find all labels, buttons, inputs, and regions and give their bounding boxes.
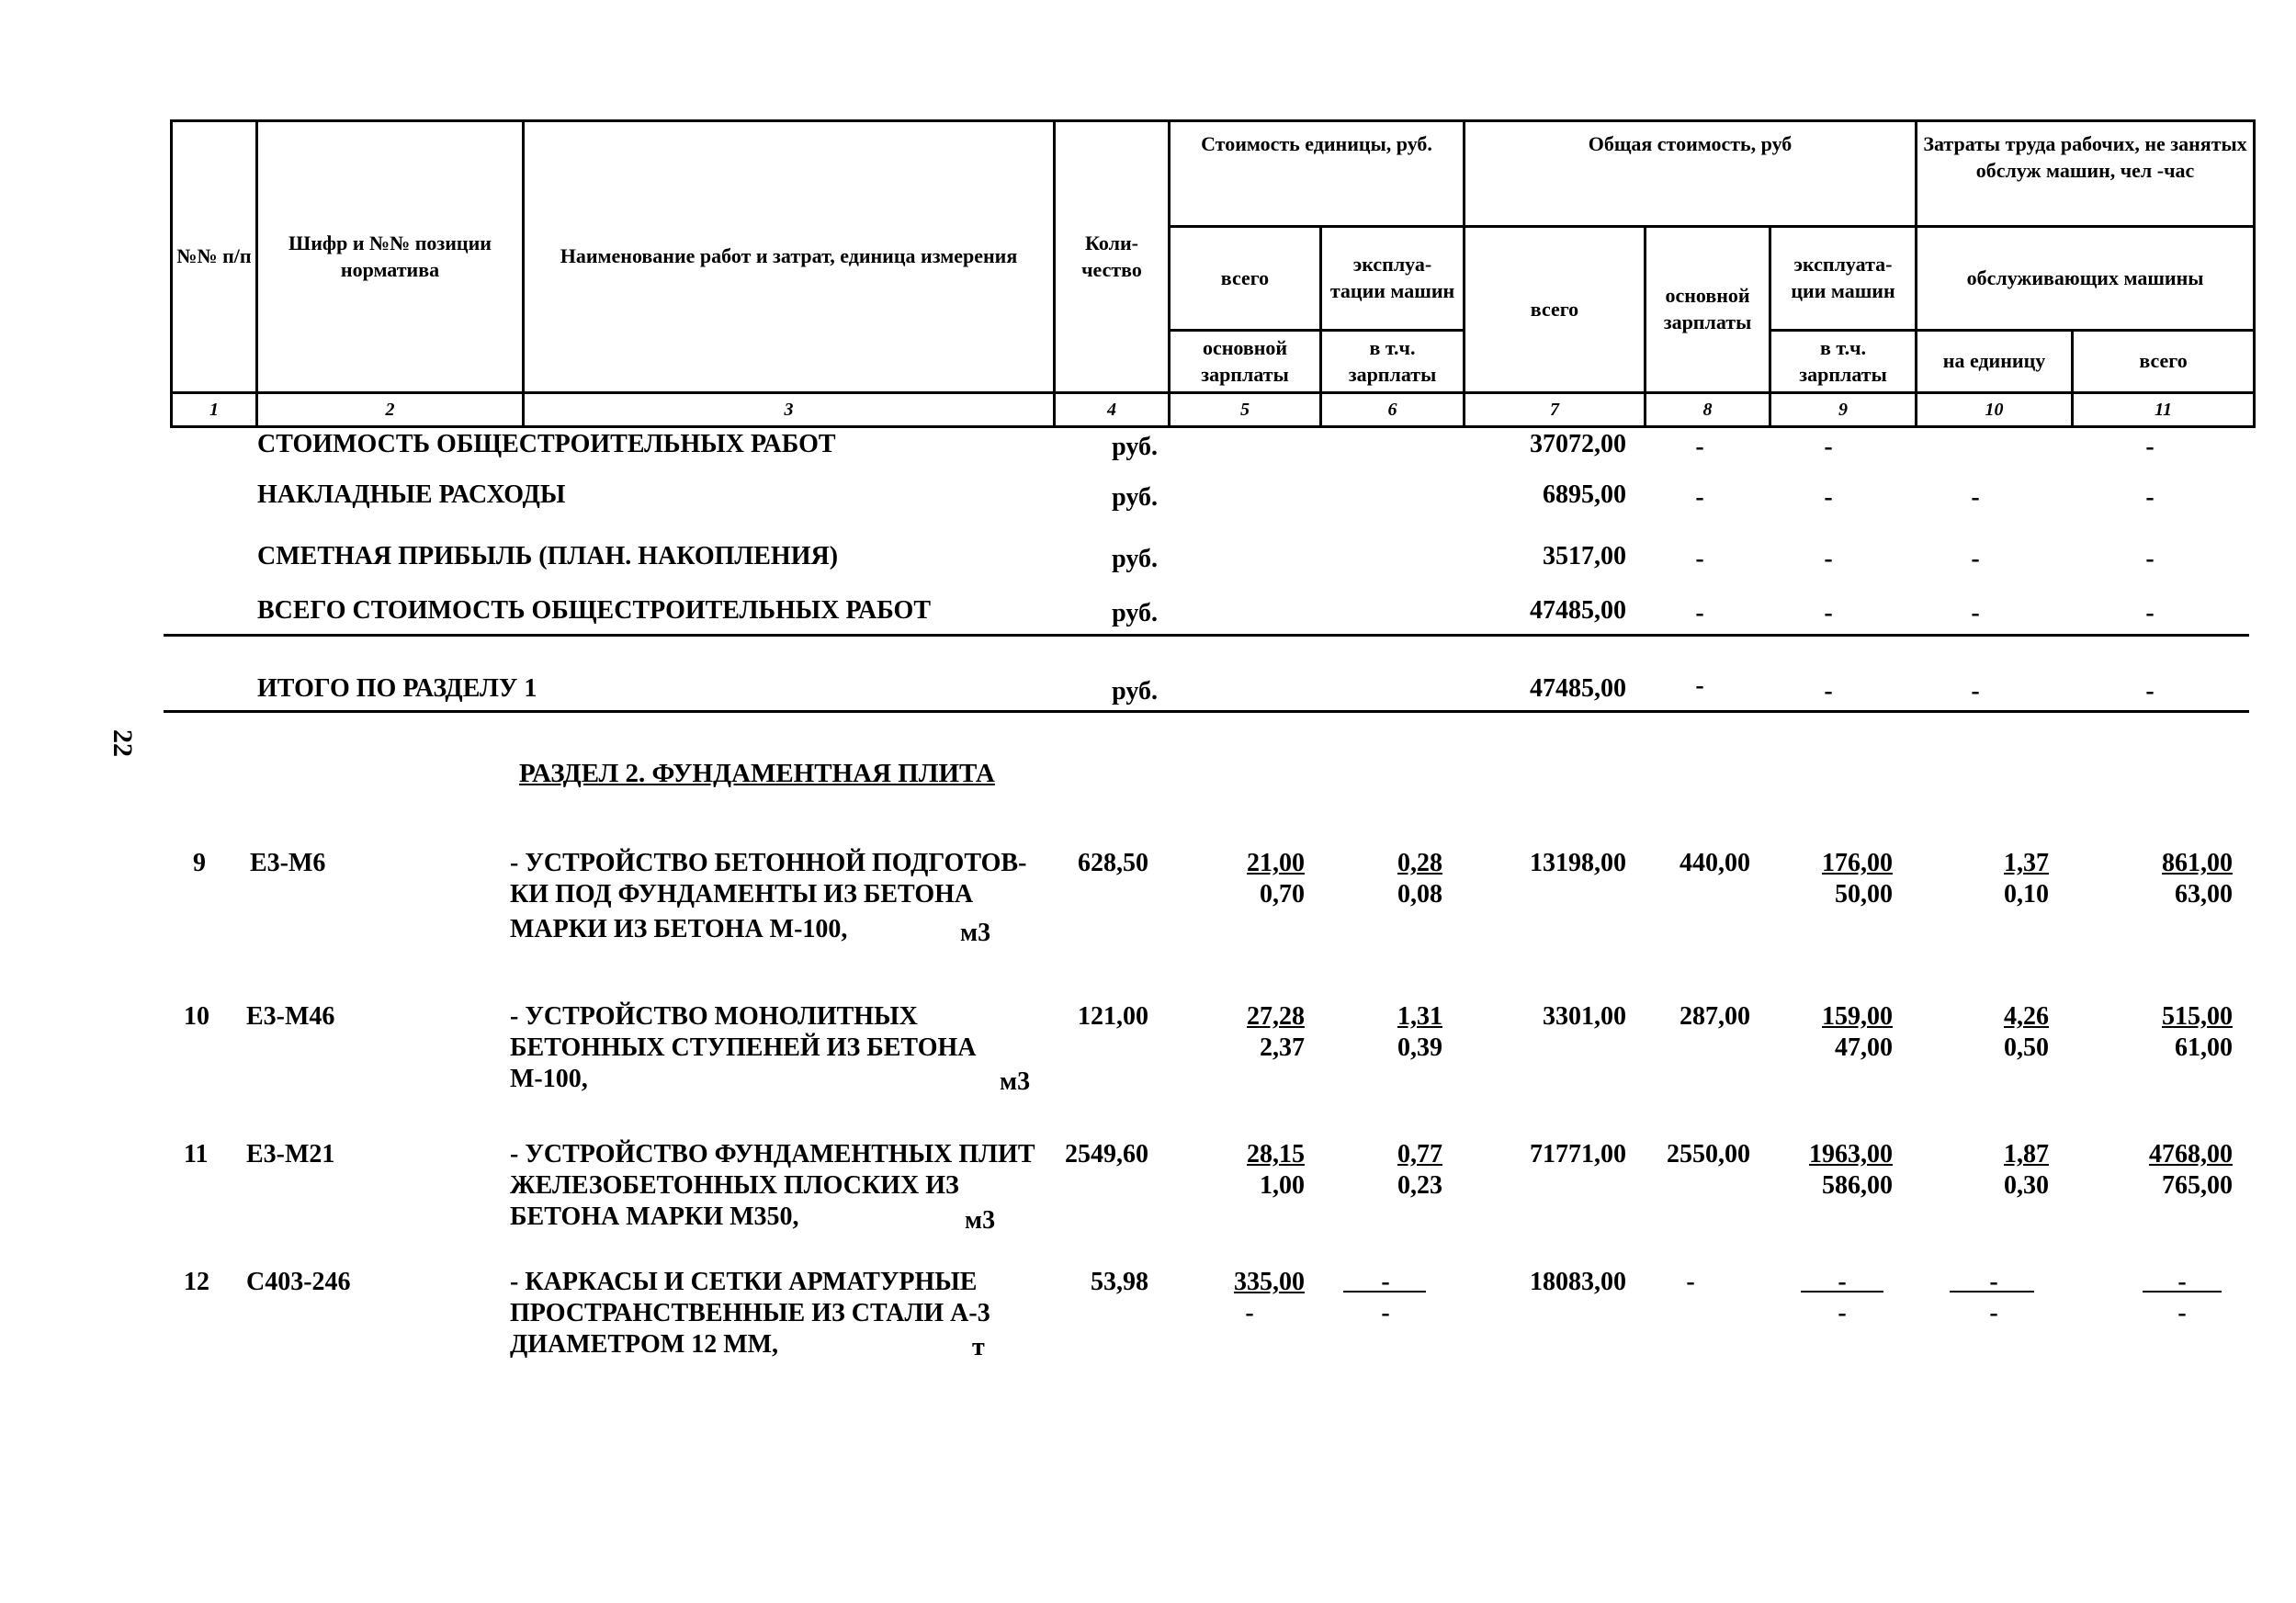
- item-c9b: -: [1838, 1299, 1847, 1327]
- item-c11b: 765,00: [2162, 1171, 2233, 1200]
- item-num: 12: [184, 1268, 209, 1296]
- summary-c10: -: [1971, 545, 1980, 573]
- col-number: 8: [1646, 393, 1770, 427]
- col-number: 9: [1770, 393, 1917, 427]
- summary-c10: -: [1971, 677, 1980, 706]
- item-c11a: 515,00: [2162, 1002, 2233, 1031]
- header-labor-serv: обслуживающих машины: [1917, 227, 2255, 331]
- item-name-line: МАРКИ ИЗ БЕТОНА М-100,: [510, 915, 848, 943]
- item-code: Е3-М46: [246, 1002, 335, 1031]
- header-total-all: всего: [1465, 227, 1646, 393]
- header-total-base-wage: основной зарплаты: [1646, 227, 1770, 393]
- item-code: Е3-М21: [246, 1140, 335, 1168]
- item-c11a: 4768,00: [2149, 1140, 2233, 1168]
- item-c6b: 0,23: [1397, 1171, 1442, 1200]
- item-c6a: 0,77: [1397, 1140, 1442, 1168]
- summary-c11: -: [2145, 433, 2155, 461]
- item-c10b: 0,10: [2004, 880, 2049, 909]
- col-number: 5: [1170, 393, 1321, 427]
- summary-c11: -: [2145, 545, 2155, 573]
- summary-unit: руб.: [1112, 599, 1158, 627]
- item-c11b: 61,00: [2175, 1033, 2233, 1062]
- page-number: 22: [107, 729, 138, 757]
- item-unit: м3: [1000, 1067, 1031, 1096]
- header-col-num: №№ п/п: [172, 121, 257, 393]
- item-c11b: 63,00: [2175, 880, 2233, 909]
- summary-unit: руб.: [1112, 677, 1158, 706]
- summary-c11: -: [2145, 483, 2155, 512]
- item-c5b: 1,00: [1260, 1171, 1305, 1200]
- col-number: 11: [2073, 393, 2255, 427]
- header-unit-cost: Стоимость единицы, руб.: [1170, 121, 1465, 227]
- item-c6b: -: [1381, 1299, 1390, 1327]
- item-c9b: 50,00: [1835, 880, 1893, 909]
- item-name-line: - УСТРОЙСТВО МОНОЛИТНЫХ: [510, 1002, 918, 1031]
- summary-label: ИТОГО ПО РАЗДЕЛУ 1: [257, 674, 537, 703]
- section-title: РАЗДЕЛ 2. ФУНДАМЕНТНАЯ ПЛИТА: [519, 759, 995, 788]
- fraction-line: [1950, 1291, 2034, 1293]
- summary-c8: -: [1695, 433, 1704, 461]
- item-c11a: 861,00: [2162, 849, 2233, 877]
- col-number: 1: [172, 393, 257, 427]
- item-c5b: 0,70: [1260, 880, 1305, 909]
- item-unit: м3: [965, 1206, 996, 1235]
- item-c7: 3301,00: [1543, 1002, 1626, 1031]
- item-c5a: 335,00: [1234, 1268, 1305, 1296]
- item-name-line: - УСТРОЙСТВО БЕТОННОЙ ПОДГОТОВ-: [510, 849, 1027, 877]
- summary-c9: -: [1824, 483, 1833, 512]
- summary-c8: -: [1695, 599, 1704, 627]
- summary-c9: -: [1824, 599, 1833, 627]
- item-qty: 121,00: [1078, 1002, 1148, 1031]
- item-c10b: 0,50: [2004, 1033, 2049, 1062]
- item-c5a: 27,28: [1247, 1002, 1305, 1031]
- item-c7: 18083,00: [1530, 1268, 1626, 1296]
- summary-total: 6895,00: [1543, 480, 1626, 509]
- fraction-line: [1343, 1291, 1426, 1293]
- estimate-table-header: [170, 119, 2256, 428]
- fraction-line: [2143, 1291, 2222, 1293]
- summary-c10: -: [1971, 483, 1980, 512]
- item-qty: 53,98: [1091, 1268, 1148, 1296]
- item-name-line: КИ ПОД ФУНДАМЕНТЫ ИЗ БЕТОНА: [510, 880, 974, 909]
- header-total-incl-wage: в т.ч. зарплаты: [1770, 331, 1917, 393]
- summary-c8: -: [1695, 672, 1704, 700]
- item-name-line: БЕТОННЫХ СТУПЕНЕЙ ИЗ БЕТОНА: [510, 1033, 977, 1062]
- item-c6a: 0,28: [1397, 849, 1442, 877]
- item-c9a: -: [1838, 1268, 1847, 1296]
- header-unit-total: всего: [1170, 227, 1321, 331]
- item-name-line: - УСТРОЙСТВО ФУНДАМЕНТНЫХ ПЛИТ: [510, 1140, 1035, 1168]
- item-unit: м3: [960, 919, 991, 947]
- divider: [164, 634, 2249, 637]
- item-unit: т: [972, 1333, 985, 1361]
- divider: [164, 710, 2249, 713]
- item-num: 11: [184, 1140, 209, 1168]
- item-qty: 2549,60: [1065, 1140, 1148, 1168]
- col-number: 6: [1321, 393, 1465, 427]
- col-number: 2: [257, 393, 524, 427]
- item-c5b: 2,37: [1260, 1033, 1305, 1062]
- summary-c8: -: [1695, 483, 1704, 512]
- item-c9a: 159,00: [1822, 1002, 1893, 1031]
- item-c8: 2550,00: [1667, 1140, 1750, 1168]
- item-qty: 628,50: [1078, 849, 1148, 877]
- summary-label: НАКЛАДНЫЕ РАСХОДЫ: [257, 480, 566, 509]
- summary-unit: руб.: [1112, 483, 1158, 512]
- header-unit-incl-wage: в т.ч. зарплаты: [1321, 331, 1465, 393]
- summary-c11: -: [2145, 677, 2155, 706]
- item-c10a: -: [1989, 1268, 1998, 1296]
- summary-total: 3517,00: [1543, 542, 1626, 570]
- item-num: 10: [184, 1002, 209, 1031]
- summary-unit: руб.: [1112, 545, 1158, 573]
- fraction-line: [1801, 1291, 1883, 1293]
- item-c11b: -: [2177, 1299, 2187, 1327]
- item-c8: 287,00: [1680, 1002, 1750, 1031]
- item-c5a: 28,15: [1247, 1140, 1305, 1168]
- item-c5b: -: [1245, 1299, 1254, 1327]
- item-c11a: -: [2177, 1268, 2187, 1296]
- item-c6a: -: [1381, 1268, 1390, 1296]
- summary-label: ВСЕГО СТОИМОСТЬ ОБЩЕСТРОИТЕЛЬНЫХ РАБОТ: [257, 596, 931, 625]
- header-col-name: Наименование работ и затрат, единица измерения: [524, 121, 1055, 393]
- summary-total: 37072,00: [1530, 430, 1626, 458]
- summary-label: СТОИМОСТЬ ОБЩЕСТРОИТЕЛЬНЫХ РАБОТ: [257, 430, 836, 458]
- summary-total: 47485,00: [1530, 674, 1626, 703]
- col-number: 7: [1465, 393, 1646, 427]
- col-number: 4: [1055, 393, 1170, 427]
- item-num: 9: [193, 849, 206, 877]
- header-col-code: Шифр и №№ позиции норматива: [257, 121, 524, 393]
- col-number: 10: [1917, 393, 2073, 427]
- header-col-qty: Коли- чество: [1055, 121, 1170, 393]
- item-c9b: 47,00: [1835, 1033, 1893, 1062]
- item-c9a: 176,00: [1822, 849, 1893, 877]
- header-total-mach: эксплуата- ции машин: [1770, 227, 1917, 331]
- item-name-line: ПРОСТРАНСТВЕННЫЕ ИЗ СТАЛИ А-3: [510, 1299, 990, 1327]
- item-c6a: 1,31: [1397, 1002, 1442, 1031]
- item-c10a: 1,87: [2004, 1140, 2049, 1168]
- item-c9a: 1963,00: [1809, 1140, 1893, 1168]
- item-name-line: БЕТОНА МАРКИ М350,: [510, 1202, 799, 1231]
- item-c7: 71771,00: [1530, 1140, 1626, 1168]
- item-name-line: - КАРКАСЫ И СЕТКИ АРМАТУРНЫЕ: [510, 1268, 978, 1296]
- item-c8: -: [1686, 1268, 1695, 1296]
- item-name-line: ДИАМЕТРОМ 12 ММ,: [510, 1330, 779, 1359]
- col-number: 3: [524, 393, 1055, 427]
- summary-total: 47485,00: [1530, 596, 1626, 625]
- header-labor-unit: на единицу: [1917, 331, 2073, 393]
- item-name-line: ЖЕЛЕЗОБЕТОННЫХ ПЛОСКИХ ИЗ: [510, 1171, 959, 1200]
- item-c5a: 21,00: [1247, 849, 1305, 877]
- item-c8: 440,00: [1680, 849, 1750, 877]
- item-c10b: 0,30: [2004, 1171, 2049, 1200]
- header-total-cost: Общая стоимость, руб: [1465, 121, 1917, 227]
- item-c6b: 0,39: [1397, 1033, 1442, 1062]
- item-c7: 13198,00: [1530, 849, 1626, 877]
- item-name-line: М-100,: [510, 1065, 588, 1093]
- header-labor-total: всего: [2073, 331, 2255, 393]
- item-c6b: 0,08: [1397, 880, 1442, 909]
- summary-label: СМЕТНАЯ ПРИБЫЛЬ (ПЛАН. НАКОПЛЕНИЯ): [257, 542, 839, 570]
- header-unit-base-wage: основной зарплаты: [1170, 331, 1321, 393]
- summary-c11: -: [2145, 599, 2155, 627]
- summary-c8: -: [1695, 545, 1704, 573]
- item-c10a: 1,37: [2004, 849, 2049, 877]
- header-labor: Затраты труда рабочих, не занятых обслуж машин, чел -час: [1917, 121, 2255, 227]
- summary-c10: -: [1971, 599, 1980, 627]
- summary-c9: -: [1824, 677, 1833, 706]
- item-c10a: 4,26: [2004, 1002, 2049, 1031]
- item-code: С403-246: [246, 1268, 351, 1296]
- summary-unit: руб.: [1112, 433, 1158, 461]
- item-c9b: 586,00: [1822, 1171, 1893, 1200]
- summary-c9: -: [1824, 545, 1833, 573]
- item-code: Е3-М6: [250, 849, 326, 877]
- header-unit-mach: эксплуа- тации машин: [1321, 227, 1465, 331]
- summary-c9: -: [1824, 433, 1833, 461]
- item-c10b: -: [1989, 1299, 1998, 1327]
